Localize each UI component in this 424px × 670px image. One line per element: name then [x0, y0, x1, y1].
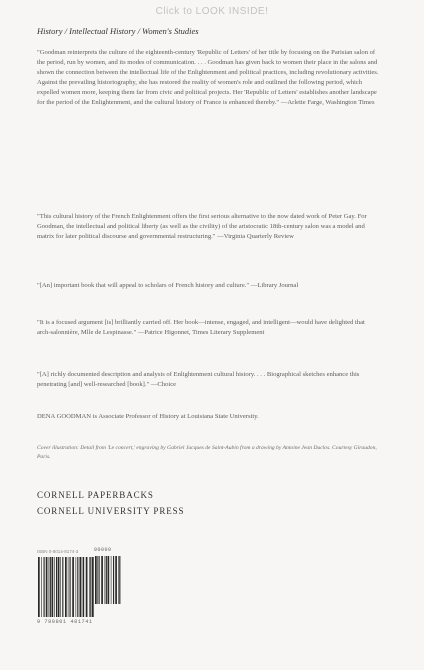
- barcode-bar: [65, 557, 67, 617]
- publisher-name: CORNELL UNIVERSITY PRESS: [37, 506, 185, 516]
- barcode-area: [37, 549, 143, 629]
- barcode-bar: [41, 557, 42, 617]
- cover-credit: Cover illustration: Detail from 'Le concert,' engraving by Gabriel Jacques de Saint-Aubin from a drawing by Antoine Jean Duclos. Courtesy Giraudon, Paris.: [37, 445, 377, 460]
- barcode-bar: [62, 557, 63, 617]
- barcode-bar: [106, 556, 107, 604]
- barcode-bar: [86, 557, 88, 617]
- barcode-bar: [44, 557, 45, 617]
- barcode-bar: [108, 556, 110, 604]
- isbn-text: ISBN 0-8014-8174-3: [37, 549, 79, 554]
- blurb-library-journal: [37, 281, 379, 291]
- review-paragraph: "It is a focused argument [is] brilliantly carried off. Her book—intense, engaged, and intelligent—would have delighted that arch-salonnière, Mlle de Lespinasse." —Patrice Higonnet, Times Literary Supplement: [37, 319, 365, 337]
- barcode-bar: [54, 557, 55, 617]
- barcode-bar: [89, 557, 90, 617]
- blurb-farge: [37, 48, 379, 109]
- barcode-bar: [77, 557, 78, 617]
- review-paragraph: "[A] richly documented description and analysis of Enlightenment cultural history. . . . Biographical sketches enhance this penetrating [and] well-researched [book]." —Choice: [37, 371, 360, 389]
- look-inside-watermark[interactable]: Click to LOOK INSIDE!: [155, 6, 269, 17]
- publisher-series: CORNELL PAPERBACKS: [37, 490, 154, 500]
- blurb-choice: [37, 370, 379, 390]
- category-line: History / Intellectual History / Women's Studies: [37, 26, 199, 36]
- barcode-bar: [56, 557, 57, 617]
- barcode-bar: [83, 557, 84, 617]
- barcode-bar: [70, 557, 71, 617]
- barcode-bar: [119, 556, 120, 604]
- barcode-bar: [68, 557, 69, 617]
- barcode-bar: [52, 557, 54, 617]
- review-paragraph: "Goodman reinterprets the culture of the eighteenth-century 'Republic of Letters' of her title by focusing on the Parisian salon of the period, run by women, and its modes of communication. . . . Goodman has given back to women their place in the salons and shown the connection between the intellectual life of the Enlightenment and political practices, including revolutionary activities. Against the prevailing historiography, she has restored the reality of women's role and outlined the following period, which expelled women more, keeping them far from civic and political projects. Her 'Republic of Letters' establishes another landscape for the period of the Enlightenment, and the cultural history of France is enhanced thereby." —Arlette Farge, Washington Times: [37, 49, 379, 107]
- blurb-tls: [37, 318, 379, 338]
- review-paragraph: "This cultural history of the French Enlightenment offers the first serious alternative to the now dated work of Peter Gay. For Goodman, the intellectual and political liberty (as well as the civility) of the aristocratic 18th-century salon was a model and matrix for later political discourse and governmental restructuring." —Virginia Quarterly Review: [37, 213, 367, 241]
- bio-paragraph: DENA GOODMAN is Associate Professor of History at Louisiana State University.: [37, 413, 259, 420]
- barcode-bar: [95, 556, 97, 604]
- barcode-bar: [38, 557, 40, 617]
- barcode-bar: [105, 556, 106, 604]
- barcode-bar: [97, 556, 98, 604]
- barcode-bar: [82, 557, 83, 617]
- barcode-bar: [90, 557, 91, 617]
- barcode-bar: [49, 557, 50, 617]
- price-code: 90000: [94, 547, 112, 553]
- barcode-bar: [72, 557, 74, 617]
- barcode-bar: [76, 557, 77, 617]
- barcode-bar: [99, 556, 100, 604]
- barcode-bar: [58, 557, 60, 617]
- barcode-bar: [60, 557, 61, 617]
- review-paragraph: "[An] important book that will appeal to scholars of French history and culture." —Library Journal: [37, 282, 299, 289]
- author-bio: [37, 412, 379, 422]
- barcode-bar: [50, 557, 51, 617]
- barcode-bar: [113, 556, 114, 604]
- barcode-bar: [111, 556, 112, 604]
- barcode-icon: [37, 557, 141, 619]
- barcode-bar: [115, 556, 117, 604]
- barcode-bar: [101, 556, 103, 604]
- price-barcode-icon: [94, 556, 124, 606]
- barcode-bar: [80, 557, 82, 617]
- barcode-bar: [46, 557, 48, 617]
- blurb-vqr: [37, 212, 379, 242]
- barcode-bar: [118, 556, 119, 604]
- barcode-number: 9 780801 481741: [37, 619, 93, 625]
